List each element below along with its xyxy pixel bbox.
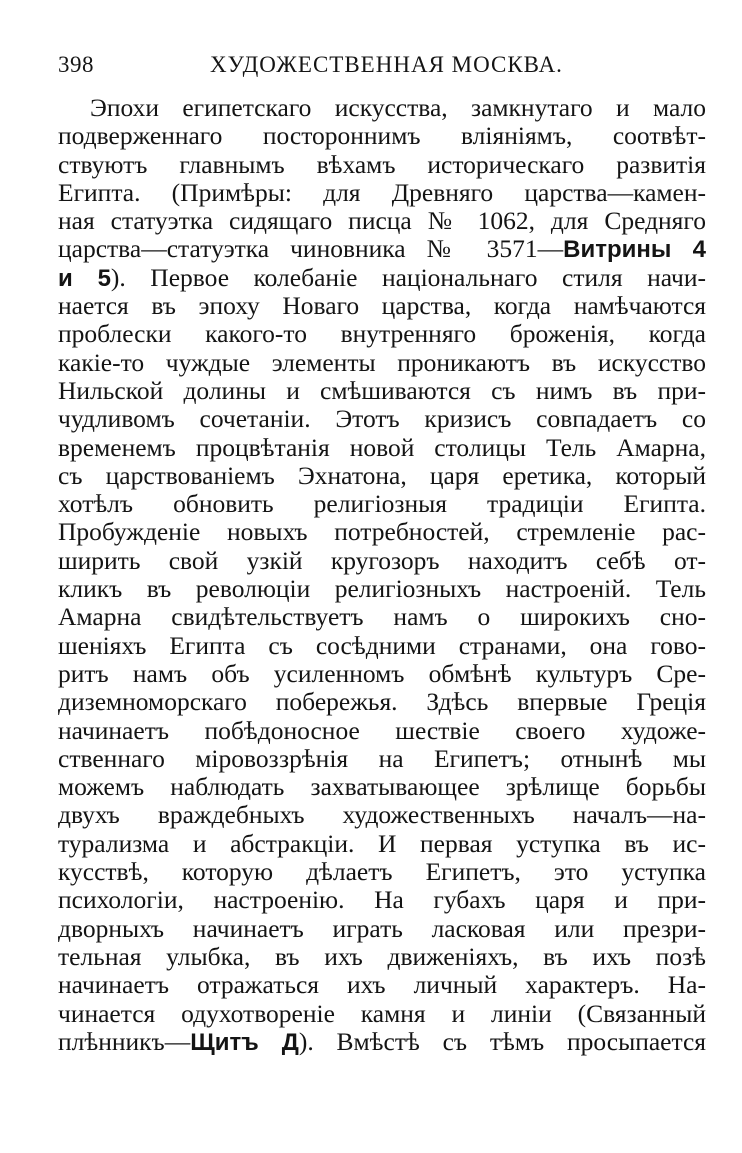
bold-reference: Щитъ Д — [190, 1028, 299, 1056]
bold-reference: и 5 — [58, 264, 111, 292]
text-line: кусствѣ, которую дѣлаетъ Египетъ, это уступка — [58, 857, 706, 887]
text-line: чудливомъ сочетаніи. Этотъ кризисъ совпадаетъ со — [58, 404, 706, 434]
text-line: ширить свой узкій кругозоръ находитъ себѣ от- — [58, 545, 706, 575]
bold-reference: Витрины 4 — [563, 236, 707, 264]
text-line: ная статуэтка сидящаго писца № 1062, для Средняго — [58, 206, 706, 236]
text-fragment: ). Первое колебаніе національнаго стиля начи- — [110, 262, 706, 292]
text-line: дворныхъ начинаетъ играть ласковая или презри- — [58, 913, 706, 943]
text-line: Нильской долины и смѣшиваются съ нимъ въ при- — [58, 375, 706, 405]
running-title: ХУДОЖЕСТВЕННАЯ МОСКВА. — [210, 52, 563, 77]
text-line: нается въ эпоху Новаго царства, когда намѣчаются — [58, 291, 706, 321]
page-header — [58, 52, 706, 82]
text-fragment: царства—статуэтка чиновника № 3571— — [58, 234, 564, 264]
text-line: психологіи, настроенію. На губахъ царя и при- — [58, 885, 706, 915]
text-line: ствуютъ главнымъ вѣхамъ историческаго развитія — [58, 149, 706, 179]
text-line: временемъ процвѣтанія новой столицы Тель Амарна, — [58, 432, 706, 462]
text-fragment: ). Вмѣстѣ съ тѣмъ просыпается — [298, 1026, 706, 1056]
text-line: диземноморскаго побережья. Здѣсь впервые Греція — [58, 687, 706, 717]
text-line: съ царствованіемъ Эхнатона, царя еретика, который — [58, 460, 706, 490]
text-line: чинается одухотвореніе камня и линіи (Связанный — [58, 998, 706, 1028]
text-line — [58, 1028, 706, 1056]
text-line: ритъ намъ объ усиленномъ обмѣнѣ культуръ Сре- — [58, 658, 706, 688]
text-line: Пробужденіе новыхъ потребностей, стремленіе рас- — [58, 517, 706, 547]
text-line: тельная улыбка, въ ихъ движеніяхъ, въ ихъ позѣ — [58, 941, 706, 971]
text-line: подверженнаго постороннимъ вліяніямъ, соотвѣт- — [58, 121, 706, 151]
text-line: кликъ въ революціи религіозныхъ настроеній. Тель — [58, 574, 706, 604]
text-line: проблески какого-то внутренняго броженія, когда — [58, 319, 706, 349]
text-line: начинаетъ отражаться ихъ личный характеръ. На- — [58, 970, 706, 1000]
text-line: шеніяхъ Египта съ сосѣдними странами, она гово- — [58, 630, 706, 660]
text-line: Эпохи египетскаго искусства, замкнутаго и мало — [90, 93, 706, 122]
text-line: двухъ враждебныхъ художественныхъ началъ—на- — [58, 800, 706, 830]
text-fragment: плѣнникъ— — [58, 1026, 191, 1056]
body-text — [58, 94, 706, 1056]
text-line: хотѣлъ обновить религіозныя традиціи Египта. — [58, 489, 706, 519]
text-line: ственнаго міровоззрѣнія на Египетъ; отнынѣ мы — [58, 743, 706, 773]
text-line: турализма и абстракціи. И первая уступка въ ис- — [58, 828, 706, 858]
text-line — [58, 264, 706, 292]
page-number: 398 — [58, 52, 94, 77]
text-line: Амарна свидѣтельствуетъ намъ о широкихъ сно- — [58, 602, 706, 632]
text-line: начинаетъ побѣдоносное шествіе своего художе- — [58, 715, 706, 745]
text-line: какіе-то чуждые элементы проникаютъ въ искусство — [58, 347, 706, 377]
text-line: можемъ наблюдать захватывающее зрѣлище борьбы — [58, 772, 706, 802]
text-line — [58, 235, 706, 263]
text-line: Египта. (Примѣры: для Древняго царства—камен- — [58, 177, 706, 207]
